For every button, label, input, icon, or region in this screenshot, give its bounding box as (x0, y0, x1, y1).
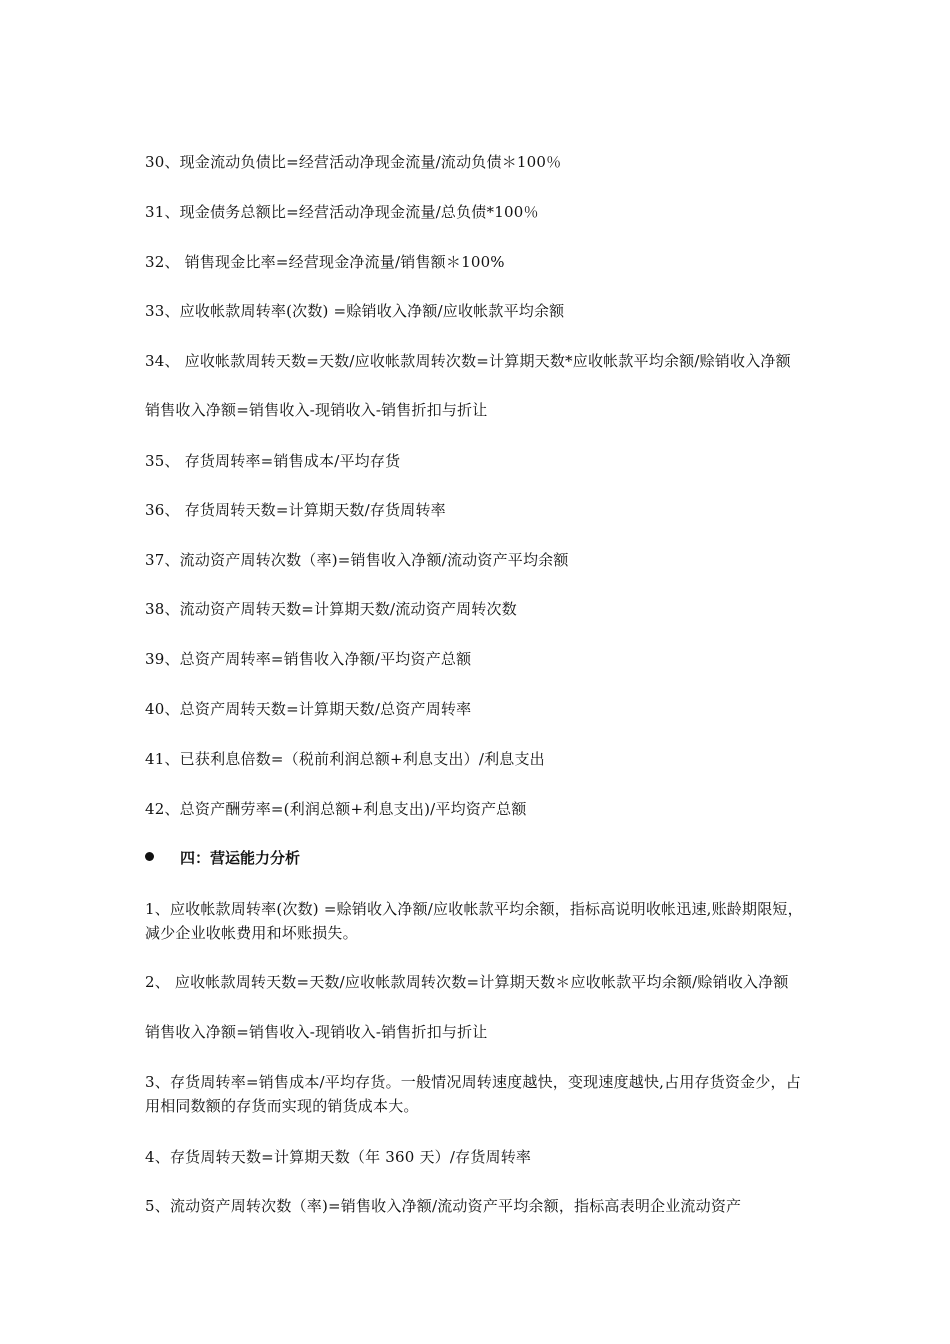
operating-item-3: 3、存货周转率=销售成本/平均存货。一般情况周转速度越快，变现速度越快,占用存货资金少，占用相同数额的存货而实现的销货成本大。 (145, 1073, 801, 1115)
formula-31: 31、现金债务总额比=经营活动净现金流量/总负债*100％ (145, 203, 539, 221)
formula-35: 35、 存货周转率=销售成本/平均存货 (145, 452, 401, 470)
formula-37: 37、流动资产周转次数（率)=销售收入净额/流动资产平均余额 (145, 551, 569, 569)
formula-39: 39、总资产周转率=销售收入净额/平均资产总额 (145, 650, 472, 668)
section-heading (145, 846, 300, 870)
formula-40: 40、总资产周转天数=计算期天数/总资产周转率 (145, 700, 472, 718)
operating-item-4: 4、存货周转天数=计算期天数（年 360 天）/存货周转率 (145, 1148, 532, 1166)
bullet-icon (145, 852, 154, 861)
formula-33: 33、应收帐款周转率(次数) =赊销收入净额/应收帐款平均余额 (145, 302, 565, 320)
operating-item-2: 2、 应收帐款周转天数=天数/应收帐款周转次数=计算期天数＊应收帐款平均余额/赊销收入净额 (145, 973, 789, 991)
formula-34-note: 销售收入净额=销售收入-现销收入-销售折扣与折让 (145, 401, 488, 419)
formula-42: 42、总资产酬劳率=(利润总额+利息支出)/平均资产总额 (145, 800, 527, 818)
section-heading-text: 四：营运能力分析 (180, 849, 301, 867)
operating-item-2-note: 销售收入净额=销售收入-现销收入-销售折扣与折让 (145, 1023, 488, 1041)
formula-32: 32、 销售现金比率=经营现金净流量/销售额＊100% (145, 253, 505, 271)
formula-34: 34、 应收帐款周转天数=天数/应收帐款周转次数=计算期天数*应收帐款平均余额/赊销收入净额 (145, 352, 791, 370)
operating-item-5: 5、流动资产周转次数（率)=销售收入净额/流动资产平均余额，指标高表明企业流动资产 (145, 1197, 742, 1215)
operating-item-1: 1、应收帐款周转率(次数) =赊销收入净额/应收帐款平均余额，指标高说明收帐迅速,账龄期限短，减少企业收帐费用和坏账损失。 (145, 900, 803, 942)
formula-36: 36、 存货周转天数=计算期天数/存货周转率 (145, 501, 446, 519)
formula-38: 38、流动资产周转天数=计算期天数/流动资产周转次数 (145, 600, 517, 618)
formula-30: 30、现金流动负债比=经营活动净现金流量/流动负债＊100％ (145, 153, 562, 171)
formula-41: 41、已获利息倍数=（税前利润总额+利息支出）/利息支出 (145, 750, 545, 768)
